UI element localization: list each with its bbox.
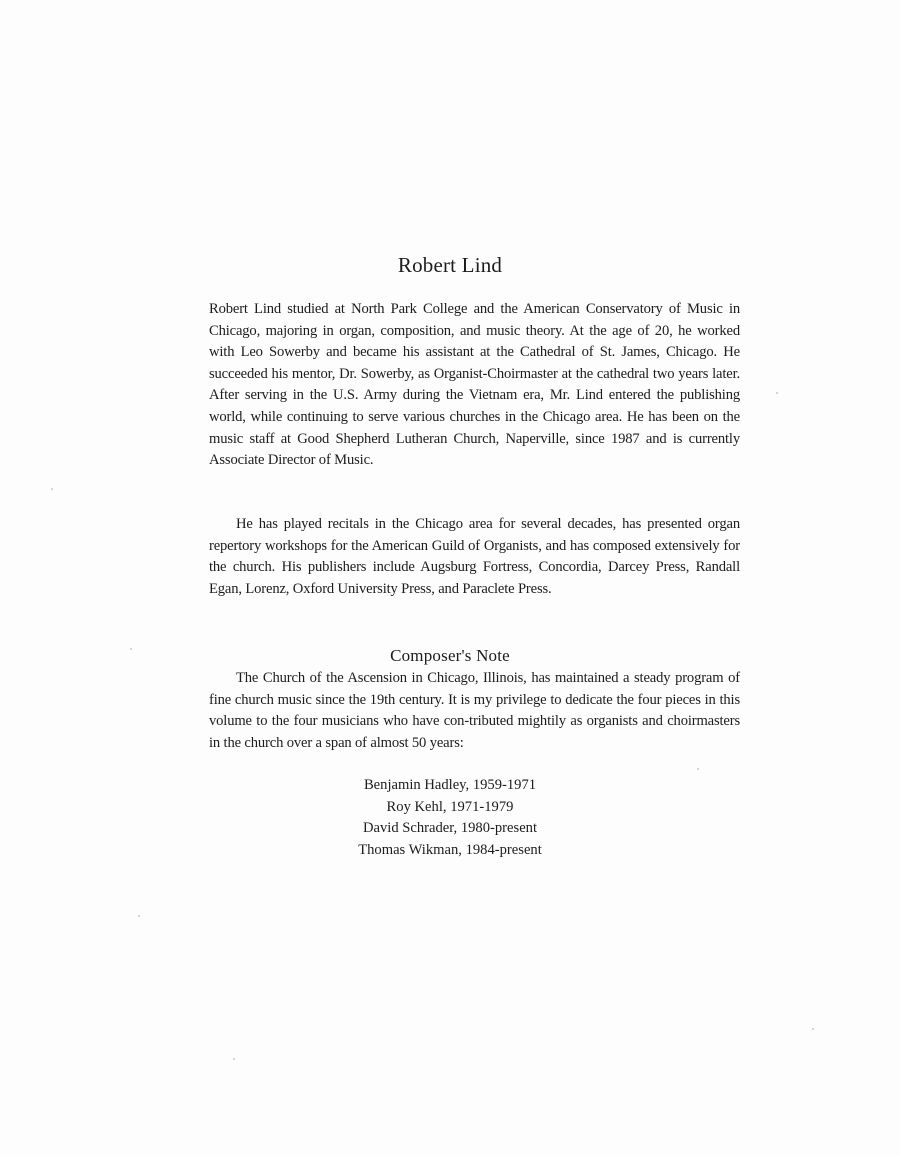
composers-note-title: Composer's Note bbox=[390, 646, 510, 665]
scan-speck bbox=[130, 648, 132, 650]
scan-speck bbox=[812, 1028, 814, 1030]
biography-paragraph-2: He has played recitals in the Chicago area for several decades, has presented organ repertory workshops for the American Guild of Organists, and has composed extensively for the church. His publishers include Augsburg Fortress, Concordia, Darcey Press, Randall Egan, Lorenz, Oxford University Press, and Paraclete Press. bbox=[209, 516, 740, 597]
musicians-list bbox=[0, 775, 900, 861]
musician-entry: Thomas Wikman, 1984-present bbox=[358, 841, 542, 858]
musician-entry: Roy Kehl, 1971-1979 bbox=[386, 798, 514, 815]
scan-speck bbox=[776, 392, 778, 394]
composers-note-paragraph: The Church of the Ascension in Chicago, Illinois, has maintained a steady program of fine church music since the 19th century. It is my privilege to dedicate the four pieces in this volume to the four musicians who have con-tributed mightily as organists and choirmasters in the church over a span of almost 50 years: bbox=[209, 670, 740, 751]
scan-speck bbox=[138, 915, 140, 917]
scan-speck bbox=[697, 768, 699, 770]
scan-speck bbox=[51, 488, 53, 490]
biography-paragraph-1: Robert Lind studied at North Park College and the American Conservatory of Music in Chicago, majoring in organ, composition, and music theory. At the age of 20, he worked with Leo Sowerby and became his assistant at the Cathedral of St. James, Chicago. He succeeded his mentor, Dr. Sowerby, as Organist-Choirmaster at the cathedral two years later. After serving in the U.S. Army during the Vietnam era, Mr. Lind entered the publishing world, while continuing to serve various churches in the Chicago area. He has been on the music staff at Good Shepherd Lutheran Church, Naperville, since 1987 and is currently Associate Director of Music. bbox=[209, 301, 740, 469]
musician-entry: David Schrader, 1980-present bbox=[362, 820, 538, 837]
scan-speck bbox=[233, 1058, 235, 1060]
biography-title: Robert Lind bbox=[397, 253, 503, 277]
musician-entry: Benjamin Hadley, 1959-1971 bbox=[363, 777, 537, 793]
